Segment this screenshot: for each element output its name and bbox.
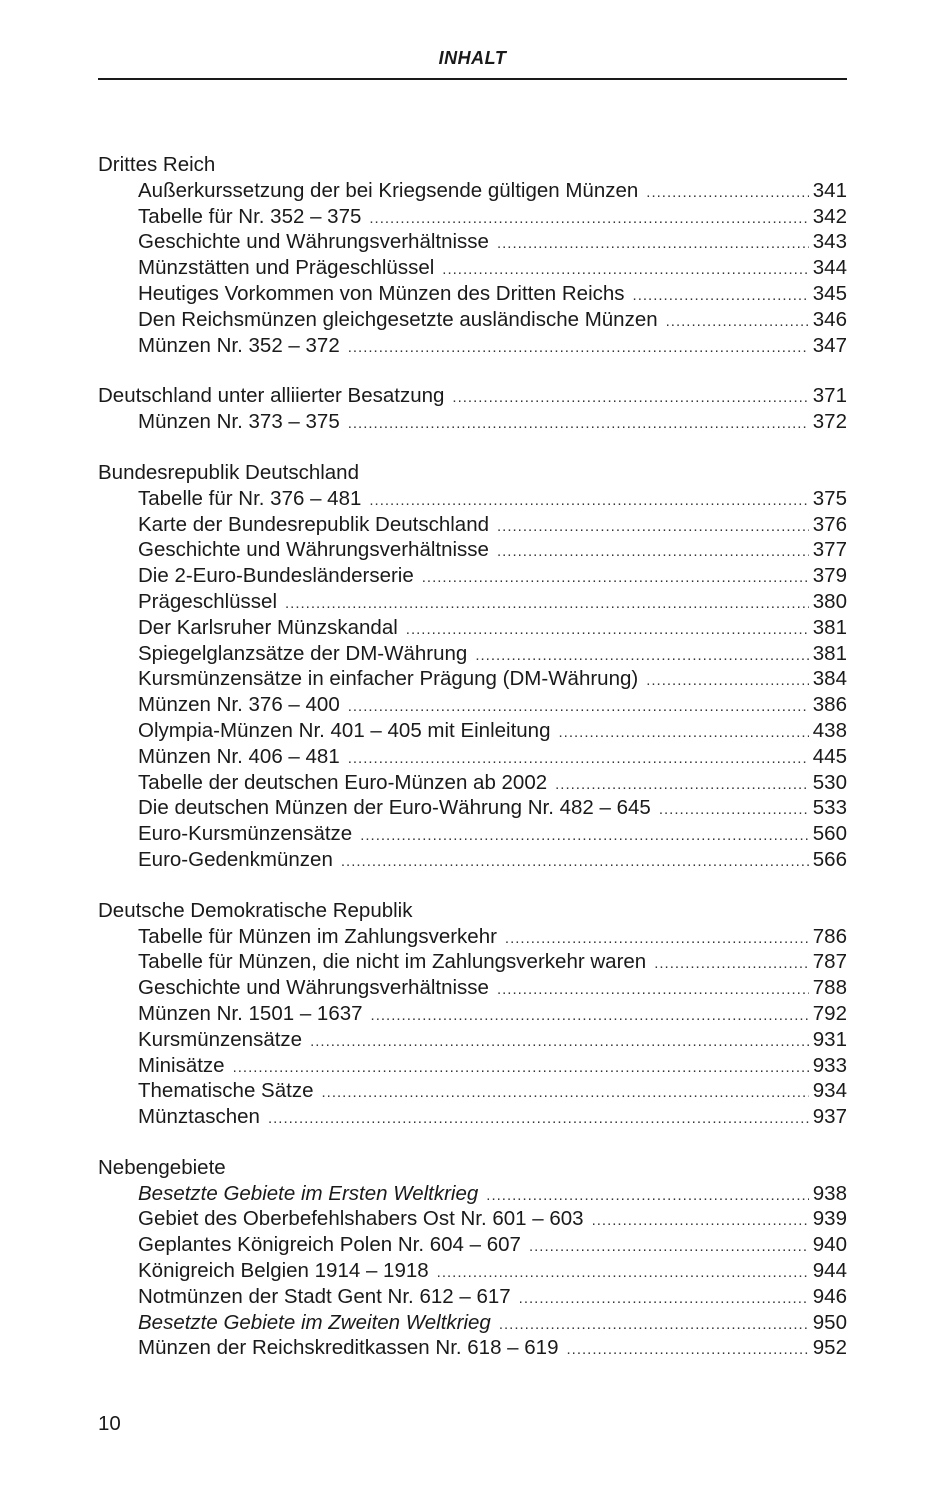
entry-page-number: 341 — [812, 178, 847, 202]
entry-label: Notmünzen der Stadt Gent Nr. 612 – 617 — [138, 1284, 511, 1308]
toc-entry[interactable] — [98, 795, 847, 821]
entry-label: Geschichte und Währungsverhältnisse — [138, 976, 489, 1000]
dot-leader — [285, 591, 809, 617]
entry-label: Tabelle für Münzen im Zahlungsverkehr — [138, 924, 497, 948]
entry-label: Tabelle für Nr. 352 – 375 — [138, 204, 362, 228]
section-title: Drittes Reich — [98, 153, 216, 176]
dot-leader — [341, 849, 809, 875]
entry-label: Geschichte und Währungsverhältnisse — [138, 230, 489, 254]
entry-page-number: 937 — [812, 1105, 847, 1129]
entry-page-number: 566 — [812, 847, 847, 871]
entry-page-number: 934 — [812, 1079, 847, 1103]
dot-leader — [499, 1312, 809, 1338]
entry-page-number: 380 — [812, 589, 847, 613]
toc-section — [98, 383, 847, 435]
entry-page-number: 379 — [812, 564, 847, 588]
entry-page-number: 445 — [812, 744, 847, 768]
entry-label: Tabelle für Nr. 376 – 481 — [138, 486, 362, 510]
entry-page-number: 931 — [812, 1027, 847, 1051]
toc-entry[interactable] — [98, 770, 847, 796]
toc-entry[interactable] — [98, 229, 847, 255]
entry-page-number: 530 — [812, 770, 847, 794]
entry-page-number: 343 — [812, 230, 847, 254]
entry-page-number: 792 — [812, 1001, 847, 1025]
entry-label: Besetzte Gebiete im Zweiten Weltkrieg — [138, 1310, 491, 1334]
dot-leader — [646, 668, 809, 694]
entry-page-number: 952 — [812, 1336, 847, 1360]
toc-entry[interactable] — [98, 692, 847, 718]
dot-leader — [452, 385, 808, 411]
toc-entry[interactable] — [98, 718, 847, 744]
dot-leader — [529, 1234, 809, 1260]
entry-page-number: 386 — [812, 693, 847, 717]
entry-label: Außerkurssetzung der bei Kriegsende gültigen Münzen — [138, 178, 639, 202]
entry-label: Der Karlsruher Münzskandal — [138, 615, 398, 639]
entry-label: Tabelle für Münzen, die nicht im Zahlungsverkehr waren — [138, 950, 647, 974]
toc-entry[interactable] — [98, 615, 847, 641]
dot-leader — [348, 746, 809, 772]
entry-page-number: 560 — [812, 822, 847, 846]
entry-label: Euro-Gedenkmünzen — [138, 847, 333, 871]
entry-page-number: 347 — [812, 333, 847, 357]
toc-entry[interactable] — [98, 1027, 847, 1053]
entry-label: Thematische Sätze — [138, 1079, 314, 1103]
entry-label: Münzen Nr. 373 – 375 — [138, 410, 340, 434]
entry-label: Die 2-Euro-Bundesländerserie — [138, 564, 414, 588]
toc-entry[interactable] — [98, 333, 847, 359]
toc-entry[interactable] — [98, 1258, 847, 1284]
dot-leader — [555, 772, 809, 798]
dot-leader — [437, 1260, 809, 1286]
entry-page-number: 939 — [812, 1207, 847, 1231]
entry-label: Euro-Kursmünzensätze — [138, 822, 353, 846]
toc-entry[interactable] — [98, 486, 847, 512]
entry-page-number: 787 — [812, 950, 847, 974]
page-number: 10 — [98, 1412, 121, 1435]
entry-label: Münzen Nr. 376 – 400 — [138, 693, 340, 717]
dot-leader — [369, 488, 808, 514]
dot-leader — [497, 231, 809, 257]
entry-label: Kursmünzensätze — [138, 1027, 303, 1051]
toc-entry[interactable] — [98, 821, 847, 847]
dot-leader — [422, 565, 809, 591]
section-title: Nebengebiete — [98, 1155, 226, 1179]
toc-entry[interactable] — [98, 537, 847, 563]
dot-leader — [558, 720, 808, 746]
toc-entry[interactable] — [98, 1284, 847, 1310]
dot-leader — [505, 926, 809, 952]
entry-page-number: 788 — [812, 976, 847, 1000]
dot-leader — [592, 1208, 809, 1234]
toc-entry[interactable] — [98, 512, 847, 538]
entry-label: Münzen Nr. 406 – 481 — [138, 744, 340, 768]
toc-entry[interactable] — [98, 1232, 847, 1258]
toc-entry[interactable] — [98, 1310, 847, 1336]
toc-entry[interactable] — [98, 975, 847, 1001]
entry-page-number: 950 — [812, 1310, 847, 1334]
toc-entry[interactable] — [98, 1335, 847, 1361]
entry-page-number: 938 — [812, 1181, 847, 1205]
toc-entry[interactable] — [98, 641, 847, 667]
entry-label: Münzen Nr. 352 – 372 — [138, 333, 340, 357]
entry-page-number: 944 — [812, 1259, 847, 1283]
toc-section — [98, 898, 847, 1130]
toc-entry[interactable] — [98, 949, 847, 975]
dot-leader — [360, 823, 809, 849]
toc-entry[interactable] — [98, 281, 847, 307]
toc-entry[interactable] — [98, 1181, 847, 1207]
entry-page-number: 375 — [812, 486, 847, 510]
entry-page-number: 377 — [812, 538, 847, 562]
toc-entry[interactable] — [98, 178, 847, 204]
entry-page-number: 438 — [812, 718, 847, 742]
dot-leader — [348, 335, 809, 361]
toc-entry[interactable] — [98, 1001, 847, 1027]
entry-label: Tabelle der deutschen Euro-Münzen ab 2002 — [138, 770, 548, 794]
header-title: INHALT — [438, 48, 507, 68]
toc-entry[interactable] — [98, 589, 847, 615]
entry-page-number: 384 — [812, 667, 847, 691]
section-title-entry[interactable] — [98, 383, 847, 409]
section-title: Deutsche Demokratische Republik — [98, 898, 413, 922]
section-title: Deutschland unter alliierter Besatzung — [98, 384, 445, 408]
dot-leader — [519, 1286, 809, 1312]
dot-leader — [646, 180, 809, 206]
running-header — [98, 44, 847, 80]
dot-leader — [371, 1003, 809, 1029]
entry-page-number: 381 — [812, 615, 847, 639]
entry-label: Königreich Belgien 1914 – 1918 — [138, 1259, 429, 1283]
entry-label: Den Reichsmünzen gleichgesetzte ausländische Münzen — [138, 307, 658, 331]
dot-leader — [566, 1337, 808, 1363]
entry-label: Münztaschen — [138, 1105, 260, 1129]
toc-entry[interactable] — [98, 563, 847, 589]
toc-entry[interactable] — [98, 847, 847, 873]
toc-entry[interactable] — [98, 409, 847, 435]
toc-entry[interactable] — [98, 666, 847, 692]
entry-label: Die deutschen Münzen der Euro-Währung Nr. 482 – 645 — [138, 796, 651, 820]
toc-entry[interactable] — [98, 1206, 847, 1232]
entry-label: Münzen der Reichskreditkassen Nr. 618 – 619 — [138, 1336, 559, 1360]
entry-page-number: 946 — [812, 1284, 847, 1308]
entry-page-number: 345 — [812, 281, 847, 305]
entry-label: Besetzte Gebiete im Ersten Weltkrieg — [138, 1181, 479, 1205]
dot-leader — [233, 1055, 809, 1081]
entry-page-number: 933 — [812, 1053, 847, 1077]
dot-leader — [406, 617, 809, 643]
table-of-contents — [98, 152, 847, 1386]
entry-label: Karte der Bundesrepublik Deutschland — [138, 512, 489, 536]
dot-leader — [654, 951, 809, 977]
entry-page-number: 371 — [812, 384, 847, 408]
entry-label: Spiegelglanzsätze der DM-Währung — [138, 641, 468, 665]
toc-entry[interactable] — [98, 924, 847, 950]
dot-leader — [348, 694, 809, 720]
entry-label: Minisätze — [138, 1053, 225, 1077]
toc-entry[interactable] — [98, 307, 847, 333]
dot-leader — [369, 206, 808, 232]
entry-page-number: 346 — [812, 307, 847, 331]
entry-page-number: 342 — [812, 204, 847, 228]
dot-leader — [442, 257, 809, 283]
toc-entry[interactable] — [98, 204, 847, 230]
entry-page-number: 344 — [812, 256, 847, 280]
dot-leader — [497, 514, 809, 540]
dot-leader — [497, 539, 809, 565]
entry-label: Heutiges Vorkommen von Münzen des Dritten Reichs — [138, 281, 625, 305]
dot-leader — [310, 1029, 809, 1055]
entry-label: Gebiet des Oberbefehlshabers Ost Nr. 601 – 603 — [138, 1207, 584, 1231]
toc-entry[interactable] — [98, 744, 847, 770]
toc-section — [98, 152, 847, 358]
entry-page-number: 376 — [812, 512, 847, 536]
toc-section — [98, 1155, 847, 1361]
dot-leader — [659, 797, 809, 823]
entry-label: Münzen Nr. 1501 – 1637 — [138, 1001, 363, 1025]
dot-leader — [321, 1080, 808, 1106]
entry-page-number: 533 — [812, 796, 847, 820]
entry-label: Münzstätten und Prägeschlüssel — [138, 256, 435, 280]
toc-entry[interactable] — [98, 1104, 847, 1130]
entry-label: Olympia-Münzen Nr. 401 – 405 mit Einleitung — [138, 718, 551, 742]
dot-leader — [486, 1183, 808, 1209]
section-title: Bundesrepublik Deutschland — [98, 460, 359, 484]
entry-label: Kursmünzensätze in einfacher Prägung (DM-Währung) — [138, 667, 639, 691]
dot-leader — [497, 977, 809, 1003]
dot-leader — [268, 1106, 809, 1132]
dot-leader — [633, 283, 809, 309]
dot-leader — [666, 309, 809, 335]
toc-entry[interactable] — [98, 1053, 847, 1079]
entry-page-number: 786 — [812, 924, 847, 948]
toc-section — [98, 460, 847, 873]
entry-label: Prägeschlüssel — [138, 589, 278, 613]
entry-page-number: 372 — [812, 410, 847, 434]
entry-label: Geplantes Königreich Polen Nr. 604 – 607 — [138, 1233, 521, 1257]
entry-page-number: 940 — [812, 1233, 847, 1257]
toc-entry[interactable] — [98, 255, 847, 281]
dot-leader — [475, 643, 808, 669]
entry-page-number: 381 — [812, 641, 847, 665]
entry-label: Geschichte und Währungsverhältnisse — [138, 538, 489, 562]
dot-leader — [348, 411, 809, 437]
toc-entry[interactable] — [98, 1078, 847, 1104]
